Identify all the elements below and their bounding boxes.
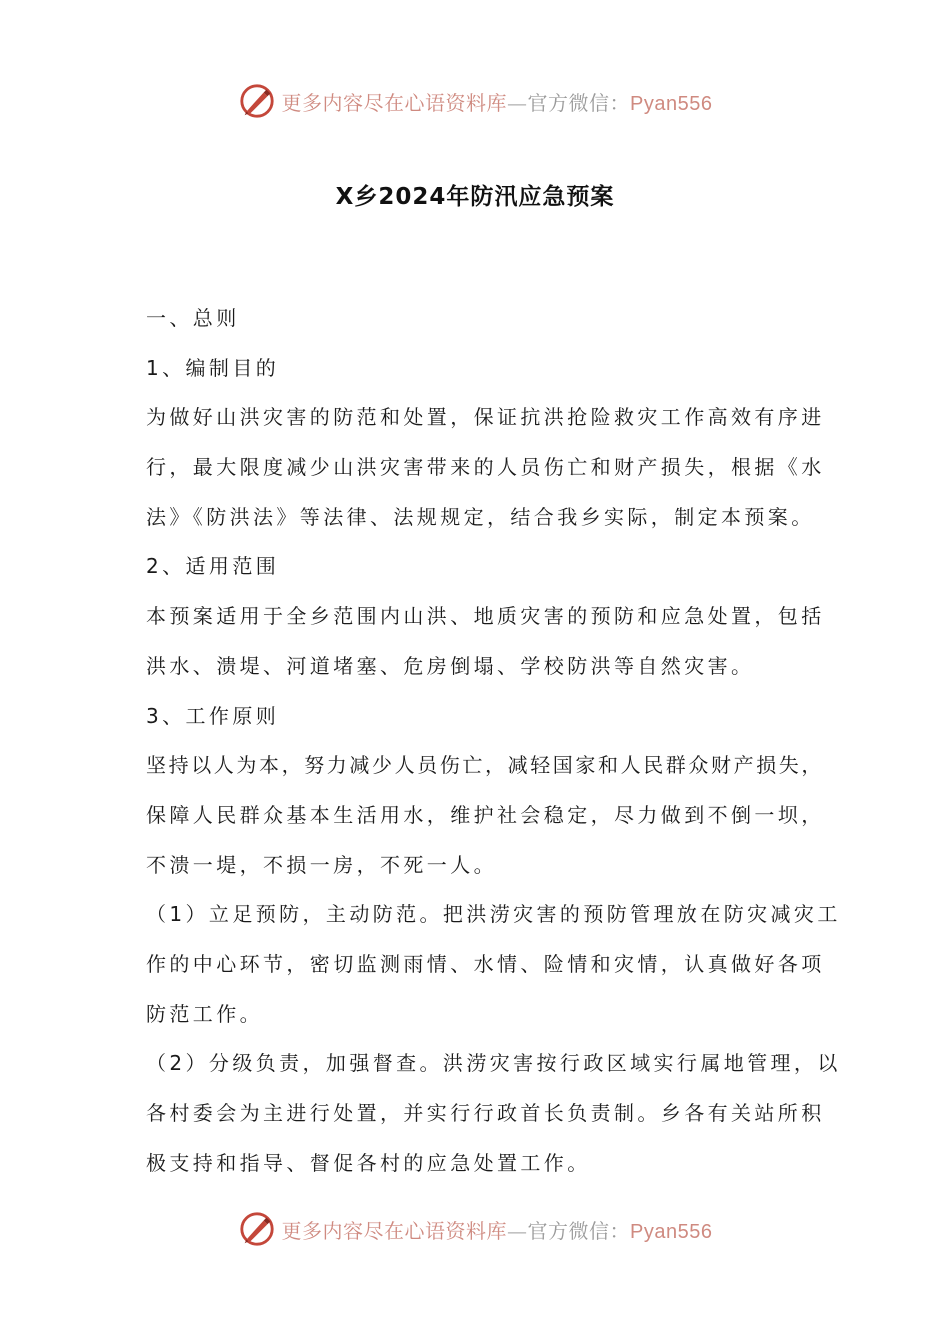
- document-body: [146, 300, 841, 1194]
- section-heading: 一、总则: [146, 306, 240, 330]
- paragraph-line: 防范工作。: [146, 1001, 263, 1026]
- watermark-header: [0, 82, 950, 120]
- watermark-wechat-id: Pyan556: [630, 92, 713, 115]
- document-title: X乡2024年防汛应急预案: [335, 184, 615, 210]
- paragraph-line: 为做好山洪灾害的防范和处置，保证抗洪抢险救灾工作高效有序进: [146, 405, 825, 430]
- paragraph-line: 作的中心环节，密切监测雨情、水情、险情和灾情，认真做好各项: [146, 951, 825, 976]
- subsection-heading: 1、编制目的: [146, 355, 280, 380]
- watermark-wechat-id: Pyan556: [630, 1220, 713, 1243]
- pen-logo-icon: [238, 82, 276, 120]
- paragraph-line: 极支持和指导、督促各村的应急处置工作。: [146, 1150, 591, 1175]
- paragraph-line: 行，最大限度减少山洪灾害带来的人员伤亡和财产损失，根据《水: [146, 455, 825, 480]
- watermark-wechat-label: 官方微信：: [527, 90, 631, 115]
- paragraph-line: 保障人民群众基本生活用水，维护社会稳定，尽力做到不倒一坝，: [146, 802, 825, 827]
- paragraph-line: 本预案适用于全乡范围内山洪、地质灾害的预防和应急处置，包括: [146, 604, 825, 629]
- watermark-text: 更多内容尽在心语资料库: [281, 90, 508, 115]
- pen-logo-icon: [238, 1210, 276, 1248]
- paragraph-line: 不溃一堤，不损一房，不死一人。: [146, 852, 497, 877]
- paragraph-line: 坚持以人为本，努力减少人员伤亡，减轻国家和人民群众财产损失，: [146, 753, 824, 778]
- paragraph-line: （2）分级负责，加强督查。洪涝灾害按行政区域实行属地管理，以: [146, 1051, 841, 1076]
- paragraph-line: 法》《防洪法》等法律、法规规定，结合我乡实际，制定本预案。: [146, 504, 815, 529]
- watermark-footer: [0, 1210, 950, 1248]
- paragraph-line: 洪水、溃堤、河道堵塞、危房倒塌、学校防洪等自然灾害。: [146, 653, 755, 678]
- watermark-separator: —: [507, 1218, 528, 1243]
- subsection-heading: 2、适用范围: [146, 554, 280, 579]
- subsection-heading: 3、工作原则: [146, 703, 280, 728]
- watermark-wechat-label: 官方微信：: [527, 1218, 631, 1243]
- paragraph-line: 各村委会为主进行处置，并实行行政首长负责制。乡各有关站所积: [146, 1101, 825, 1125]
- watermark-text: 更多内容尽在心语资料库: [281, 1218, 508, 1243]
- watermark-separator: —: [507, 90, 528, 115]
- paragraph-line: （1）立足预防，主动防范。把洪涝灾害的预防管理放在防灾减灾工: [146, 902, 841, 927]
